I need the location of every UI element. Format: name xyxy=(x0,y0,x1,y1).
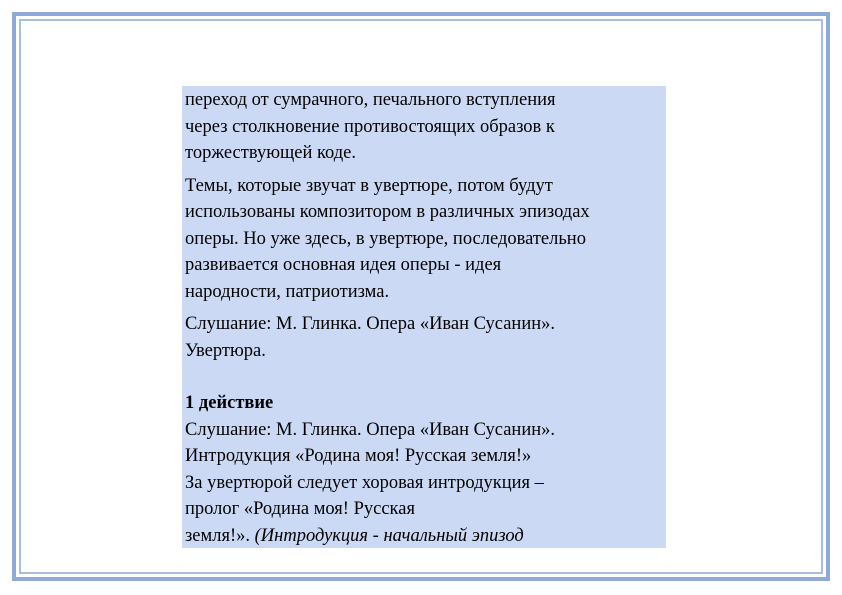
text-line: использованы композитором в различных эпизодах xyxy=(185,202,590,222)
text-line: За увертюрой следует хоровая интродукция – xyxy=(185,472,544,493)
paragraph-2 xyxy=(185,173,664,306)
text-line: Интродукция «Родина моя! Русская земля!» xyxy=(185,446,532,466)
text-line: пролог «Родина моя! Русская xyxy=(185,499,415,519)
text-italic: (Интродукция - начальный эпизод xyxy=(254,525,524,546)
text-line: Слушание: М. Глинка. Опера «Иван Сусанин». xyxy=(185,314,556,334)
text-line: Темы, которые звучат в увертюре, потом будут xyxy=(185,175,553,196)
paragraph-3 xyxy=(185,311,664,364)
section-act-1 xyxy=(185,390,664,548)
paragraph-1 xyxy=(185,87,664,167)
text-line: народности, патриотизма. xyxy=(185,281,390,302)
text-line: развивается основная идея оперы - идея xyxy=(185,255,502,275)
text-line: торжествующей коде. xyxy=(185,143,357,163)
section-heading: 1 действие xyxy=(185,393,274,413)
text-line: оперы. Но уже здесь, в увертюре, последовательно xyxy=(185,228,586,249)
text-box xyxy=(182,86,666,548)
text-line: через столкновение противостоящих образов к xyxy=(185,116,555,137)
text-plain: земля!». xyxy=(185,525,255,546)
text-line xyxy=(185,523,664,549)
text-line: Слушание: М. Глинка. Опера «Иван Сусанин». xyxy=(185,419,556,440)
text-line: переход от сумрачного, печального вступления xyxy=(185,90,556,110)
text-line: Увертюра. xyxy=(185,340,266,361)
